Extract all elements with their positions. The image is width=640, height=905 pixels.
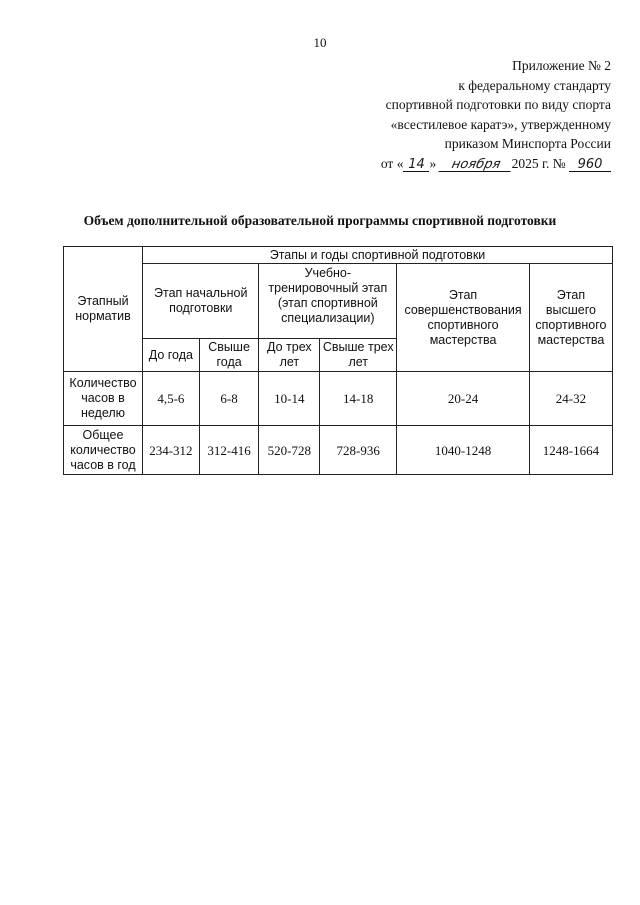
row-label-hours-per-year: Общее количество часов в год (64, 426, 143, 475)
order-from-label: от « (380, 155, 404, 171)
appendix-header (281, 56, 611, 173)
table-header-row-stages (64, 264, 613, 339)
appendix-line-title: Приложение № 2 (512, 58, 611, 73)
header-stage-initial: Этап начальной подготовки (143, 264, 259, 339)
table-cell: 234-312 (143, 426, 200, 475)
table-cell: 1040-1248 (397, 426, 530, 475)
header-stage-training: Учебно-тренировочный этап (этап спортивной специализации) (259, 264, 397, 339)
appendix-line-standard: к федеральному стандарту (458, 77, 611, 93)
table-cell: 312-416 (199, 426, 259, 475)
table-header-row-group (64, 247, 613, 264)
header-norm: Этапный норматив (64, 247, 143, 372)
appendix-line-order: приказом Минспорта России (444, 136, 611, 151)
appendix-line-sport-training: спортивной подготовки по виду спорта (385, 97, 611, 112)
table-row (64, 426, 613, 475)
header-training-over-three: Свыше трех лет (320, 339, 397, 372)
header-initial-over-year: Свыше года (199, 339, 259, 372)
order-month-handwritten: ноября (438, 158, 513, 172)
table-cell: 6-8 (199, 372, 259, 426)
appendix-line-sport-name: «всестилевое каратэ», утвержденному (390, 116, 611, 132)
training-volume-table (63, 246, 613, 475)
document-title: Объем дополнительной образовательной программы спортивной подготовки (83, 213, 557, 228)
header-initial-upto-year: До года (143, 339, 200, 372)
table-cell: 520-728 (259, 426, 320, 475)
table-cell: 24-32 (529, 372, 612, 426)
table-cell: 4,5-6 (143, 372, 200, 426)
order-close-quote: » (429, 155, 437, 171)
order-date-line (281, 154, 611, 174)
order-day-handwritten: 14 (403, 158, 429, 172)
header-stages-group: Этапы и годы спортивной подготовки (143, 247, 613, 264)
table-cell: 728-936 (320, 426, 397, 475)
header-stage-higher: Этап высшего спортивного мастерства (529, 264, 612, 372)
table-cell: 20-24 (397, 372, 530, 426)
order-year-label: 2025 г. № (511, 155, 566, 171)
header-training-upto-three: До трех лет (259, 339, 320, 372)
row-label-hours-per-week: Количество часов в неделю (64, 372, 143, 426)
order-number-handwritten: 960 (569, 158, 611, 172)
table-row (64, 372, 613, 426)
table-cell: 1248-1664 (529, 426, 612, 475)
table-cell: 14-18 (320, 372, 397, 426)
header-stage-improvement: Этап совершенствования спортивного мастерства (397, 264, 530, 372)
page-number: 10 (313, 35, 327, 50)
table-cell: 10-14 (259, 372, 320, 426)
